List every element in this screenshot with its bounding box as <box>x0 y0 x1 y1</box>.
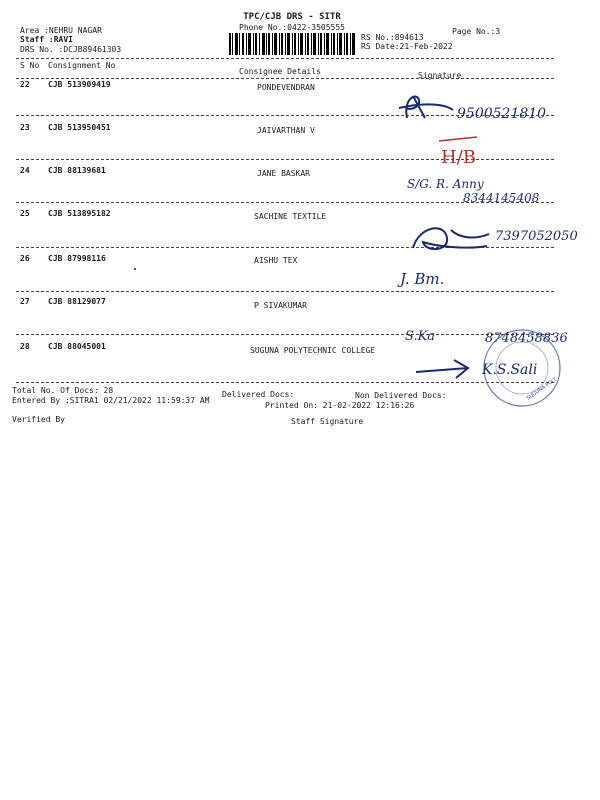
row-consignee: JAIVARTHAN V <box>257 126 315 135</box>
handwritten-name: S/G. R. Anny <box>407 177 484 191</box>
handwritten-phone: 8748458836 <box>485 331 568 346</box>
staff-signature: Staff Signature <box>291 417 364 426</box>
entered-by: Entered By :SITRA1 02/21/2022 11:59:37 AM <box>12 396 210 405</box>
row-sno: 25 <box>20 209 30 218</box>
col-consignment: Consignment No <box>48 61 116 70</box>
handwritten-phone: 7397052050 <box>495 229 578 244</box>
row-consignment: CJB 88139681 <box>48 166 106 175</box>
row-consignee: JANE BASKAR <box>257 169 310 178</box>
header-rule-bottom <box>16 78 554 79</box>
handwritten-phone: 9500521810 <box>457 106 547 122</box>
signature-row-23 <box>435 135 495 171</box>
col-signature: Signature <box>418 71 462 80</box>
col-consignee: Consignee Details <box>239 67 321 76</box>
row-sno: 24 <box>20 166 30 175</box>
handwritten-name: S.Ka <box>405 329 436 344</box>
verified-by: Verified By <box>12 415 65 424</box>
row-consignment: CJB 88129077 <box>48 297 106 306</box>
signature-row-24 <box>405 172 585 206</box>
phone-number: Phone No.:0422-3505555 <box>239 23 345 32</box>
row-consignee: PONDEVENDRAN <box>257 83 315 92</box>
row-consignment: CJB 513909419 <box>48 80 111 89</box>
rs-number: RS No.:894613 <box>361 33 424 42</box>
signature-row-26 <box>398 262 478 290</box>
row-consignment: CJB 87998116 <box>48 254 106 263</box>
row-sno: 27 <box>20 297 30 306</box>
row-consignee: SACHINE TEXTILE <box>254 212 327 221</box>
area-label: Area :NEHRU NAGAR <box>20 26 102 35</box>
page-number: Page No.:3 <box>452 27 501 36</box>
total-docs: Total No. Of Docs: 28 <box>12 386 114 395</box>
document-title: TPC/CJB DRS - SITR <box>243 12 341 22</box>
row-consignee: SUGUNA POLYTECHNIC COLLEGE <box>250 346 376 355</box>
college-stamp <box>410 330 580 410</box>
row-consignment: CJB 513895182 <box>48 209 111 218</box>
row-divider <box>16 291 554 292</box>
delivered-docs: Delivered Docs: <box>222 390 295 399</box>
stamp-lettering: SUGUNA POLY <box>525 376 559 402</box>
non-delivered-docs: Non Delivered Docs: <box>355 391 447 400</box>
printed-on: Printed On: 21-02-2022 12:16:26 <box>265 401 415 410</box>
handwritten-initials: J. Bm. <box>400 270 445 288</box>
rs-date: RS Date:21-Feb-2022 <box>361 42 453 51</box>
drs-number: DRS No. :DCJB89461303 <box>20 45 122 54</box>
barcode <box>229 33 355 55</box>
row-consignment: CJB 88045001 <box>48 342 106 351</box>
row-sno: 23 <box>20 123 30 132</box>
row-consignee: AISHU TEX <box>254 256 298 265</box>
speck <box>134 268 136 270</box>
signature-row-22 <box>395 88 575 128</box>
signature-row-25 <box>405 216 595 260</box>
row-sno: 26 <box>20 254 30 263</box>
row-consignee: P SIVAKUMAR <box>254 301 307 310</box>
col-sno: S No <box>20 61 40 70</box>
row-sno: 22 <box>20 80 30 89</box>
staff-label: Staff :RAVI <box>20 35 73 44</box>
row-sno: 28 <box>20 342 30 351</box>
handwritten-phone: 8344145408 <box>463 191 540 205</box>
handwritten-hb: H/B <box>441 147 476 168</box>
row-consignment: CJB 513950451 <box>48 123 111 132</box>
handwritten-signature: K.S.Sali <box>482 362 538 378</box>
header-rule-top <box>16 58 554 59</box>
